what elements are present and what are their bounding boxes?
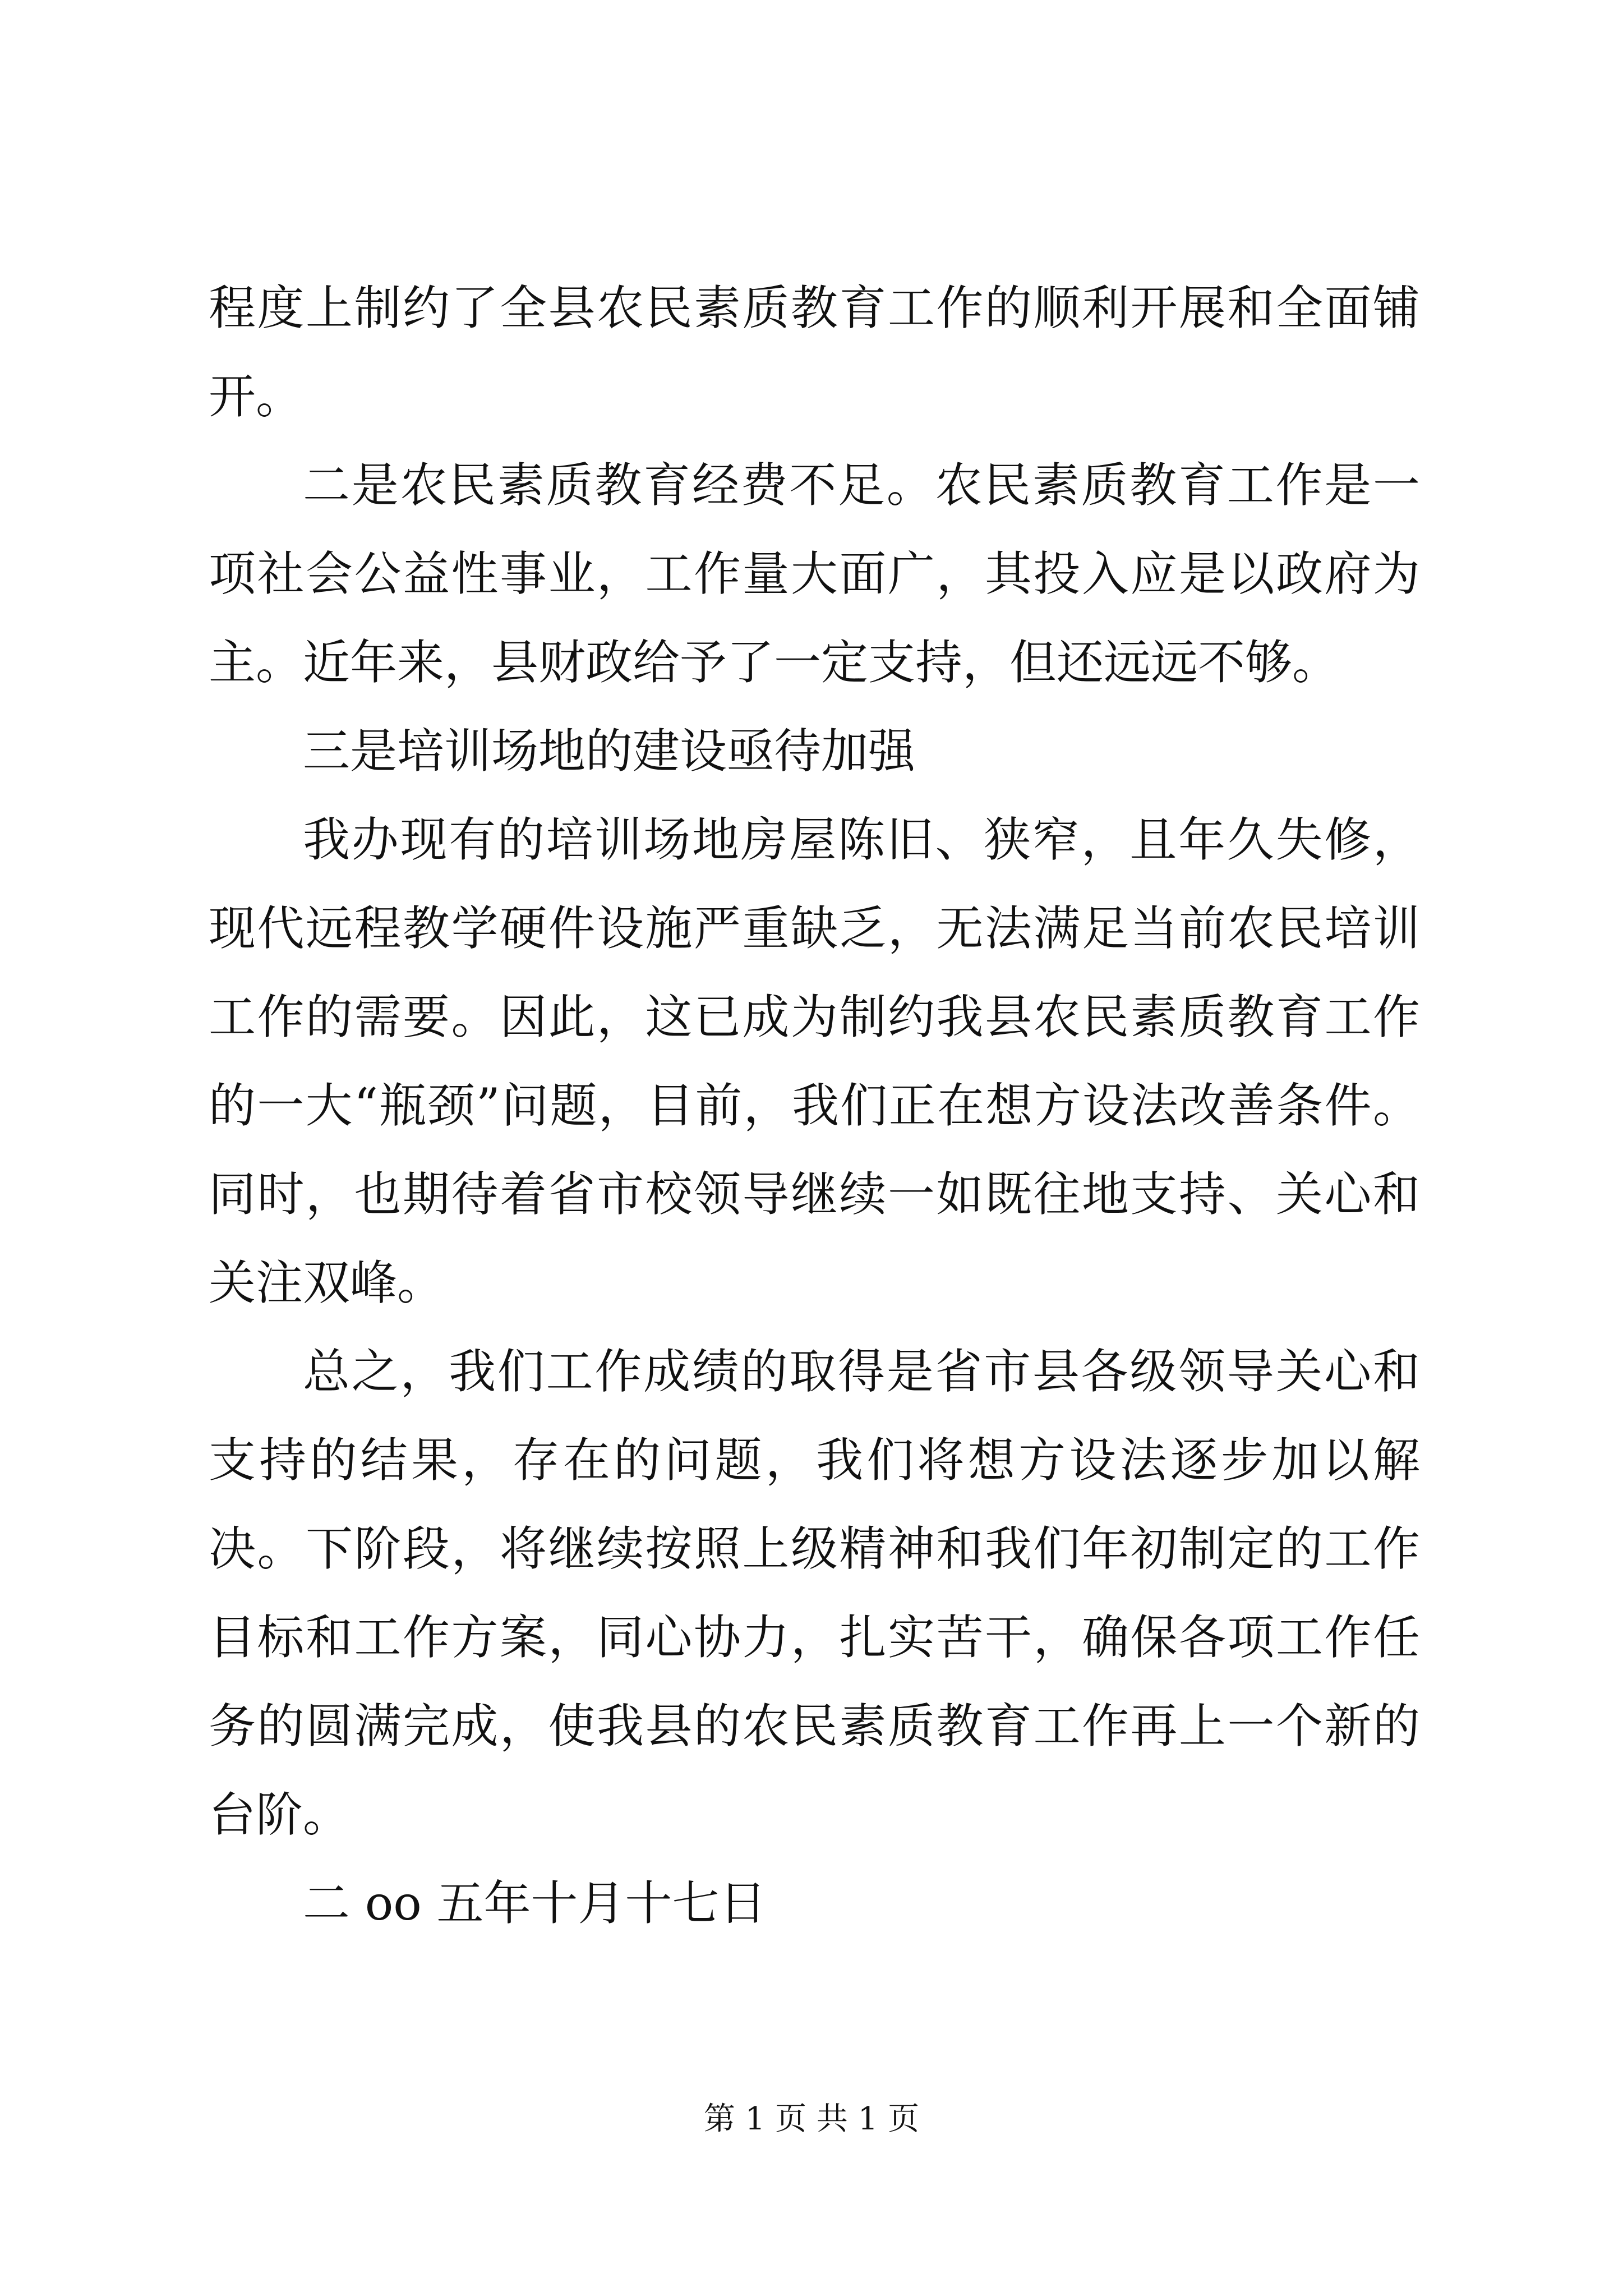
paragraph-funding: 二是农民素质教育经费不足。农民素质教育工作是一项社会公益性事业，工作量大面广，其投入应是以政府为主。近年来，县财政给予了一定支持，但还远远不够。 <box>209 458 1420 690</box>
paragraph-continuation: 程度上制约了全县农民素质教育工作的顺利开展和全面铺开。 <box>209 280 1420 424</box>
paragraph-venue-detail: 我办现有的培训场地房屋陈旧、狭窄，且年久失修，现代远程教学硬件设施严重缺乏，无法满足当前农民培训工作的需要。因此，这已成为制约我县农民素质教育工作的一大“瓶颈”问题，目前，我们正在想方设法改善条件。同时，也期待着省市校领导继续一如既往地支持、关心和关注双峰。 <box>209 812 1420 1310</box>
document-date: 二 oo 五年十月十七日 <box>303 1876 767 1931</box>
paragraph-venue-heading: 三是培训场地的建设亟待加强 <box>303 724 916 779</box>
page-number-label: 第 1 页 共 1 页 <box>703 2101 920 2137</box>
document-body <box>209 264 1420 1948</box>
page-footer <box>0 2097 1623 2142</box>
paragraph-summary: 总之，我们工作成绩的取得是省市县各级领导关心和支持的结果，存在的问题，我们将想方设法逐步加以解决。下阶段，将继续按照上级精神和我们年初制定的工作目标和工作方案，同心协力，扎实苦干，确保各项工作任务的圆满完成，使我县的农民素质教育工作再上一个新的台阶。 <box>209 1344 1420 1842</box>
